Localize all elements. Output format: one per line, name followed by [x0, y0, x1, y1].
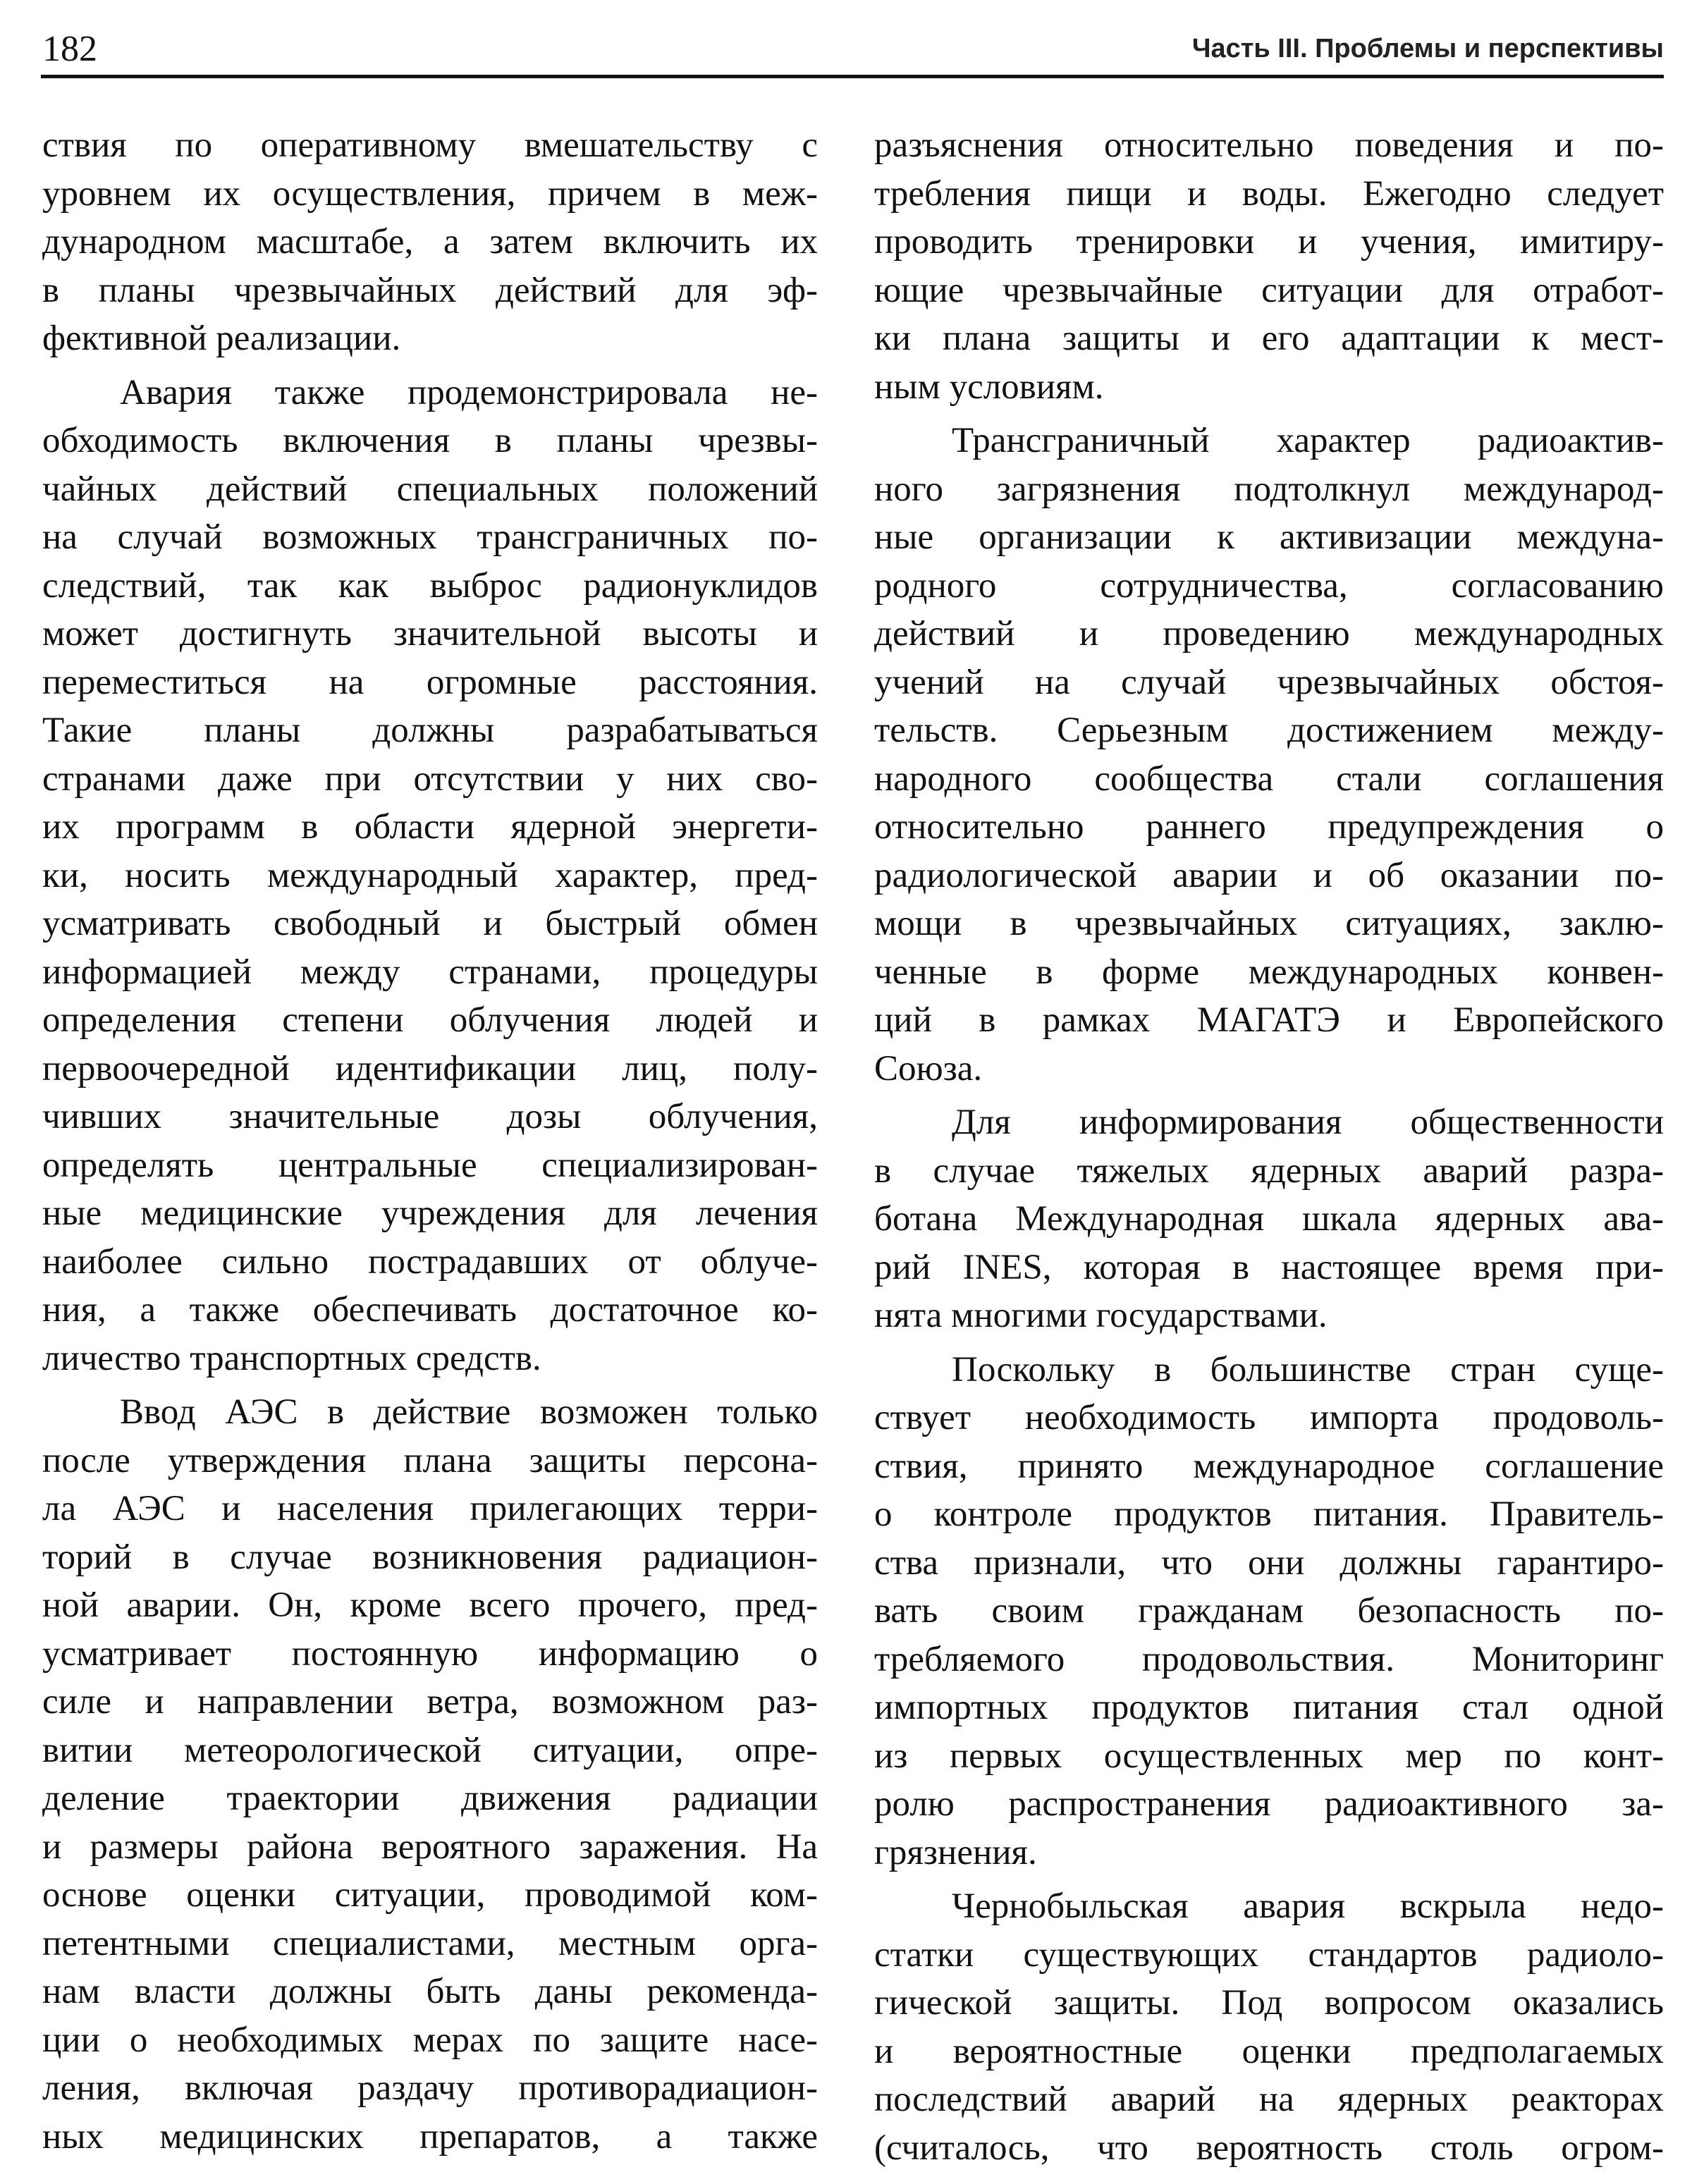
text-line: ки плана защиты и его адаптации к мест- — [874, 319, 1664, 358]
paragraph — [874, 417, 1664, 1093]
text-line: нята многими государствами. — [874, 1296, 1328, 1335]
text-line: усматривать свободный и быстрый обмен — [42, 904, 818, 943]
text-line: ствует необходимость импорта продоволь- — [874, 1398, 1664, 1437]
text-line: относительно раннего предупреждения о — [874, 807, 1664, 847]
text-line: чивших значительные дозы облучения, — [42, 1097, 818, 1136]
text-line: ствия по оперативному вмешательству с — [42, 125, 818, 165]
text-line: и размеры района вероятного заражения. На — [42, 1827, 818, 1867]
text-line: ния, а также обеспечивать достаточное ко- — [42, 1290, 818, 1330]
text-line: мощи в чрезвычайных ситуациях, заклю- — [874, 904, 1664, 943]
text-line: следствий, так как выброс радионуклидов — [42, 565, 818, 606]
text-line: Союза. — [874, 1048, 983, 1088]
text-line: в случае тяжелых ядерных аварий разра- — [874, 1151, 1664, 1191]
text-line: гической защиты. Под вопросом оказались — [874, 1983, 1664, 2023]
text-line: деление траектории движения радиации — [42, 1779, 818, 1818]
text-line: ления, включая раздачу противорадиацион- — [42, 2068, 818, 2108]
text-line: народного сообщества стали соглашения — [874, 759, 1664, 799]
text-line: статки существующих стандартов радиоло- — [874, 1934, 1664, 1975]
text-line: рий INES, которая в настоящее время при- — [874, 1247, 1664, 1287]
text-line: ющие чрезвычайные ситуации для отработ- — [874, 270, 1664, 310]
text-line: требляемого продовольствия. Мониторинг — [874, 1639, 1664, 1679]
text-line: витии метеорологической ситуации, опре- — [42, 1730, 818, 1770]
text-line: радиологической аварии и об оказании по- — [874, 855, 1664, 895]
text-line: фективной реализации. — [42, 319, 401, 358]
text-line: вать своим гражданам безопасность по- — [874, 1591, 1664, 1631]
text-line: ролю распространения радиоактивного за- — [874, 1784, 1664, 1824]
text-line: переместиться на огромные расстояния. — [42, 662, 818, 702]
text-line: Чернобыльская авария вскрыла недо- — [952, 1887, 1664, 1926]
text-line: (считалось, что вероятность столь огром- — [874, 2128, 1664, 2168]
text-line: после утверждения плана защиты персона- — [42, 1440, 818, 1480]
text-line: нам власти должны быть даны рекоменда- — [42, 1972, 818, 2011]
text-line: ствия, принято международное соглашение — [874, 1446, 1664, 1486]
text-line: Ввод АЭС в действие возможен только — [120, 1392, 818, 1432]
text-column-left — [42, 121, 818, 2161]
text-line: чайных действий специальных положений — [42, 469, 818, 509]
text-line: ки, носить международный характер, пред- — [42, 855, 818, 895]
text-line: родного сотрудничества, согласованию — [874, 565, 1664, 606]
text-line: усматривает постоянную информацию о — [42, 1633, 818, 1674]
paragraph — [42, 121, 818, 363]
text-line: определения степени облучения людей и — [42, 1000, 818, 1040]
paragraph — [874, 1098, 1664, 1340]
text-column-right — [874, 121, 1664, 2172]
text-line: Такие планы должны разрабатываться — [42, 711, 818, 750]
text-line: действий и проведению международных — [874, 614, 1664, 654]
text-line: личество транспортных средств. — [42, 1338, 541, 1378]
text-line: ции о необходимых мерах по защите насе- — [42, 2020, 818, 2060]
text-line: их программ в области ядерной энергети- — [42, 807, 818, 847]
text-line: ной аварии. Он, кроме всего прочего, пред- — [42, 1585, 818, 1625]
text-line: тельств. Серьезным достижением между- — [874, 711, 1664, 750]
text-line: ные организации к активизации междуна- — [874, 517, 1664, 557]
text-line: Трансграничный характер радиоактив- — [952, 421, 1664, 460]
text-line: обходимость включения в планы чрезвы- — [42, 421, 818, 460]
text-line: на случай возможных трансграничных по- — [42, 517, 818, 557]
text-line: информацией между странами, процедуры — [42, 952, 818, 992]
text-line: силе и направлении ветра, возможном раз- — [42, 1682, 818, 1722]
paragraph — [874, 1346, 1664, 1877]
text-line: о контроле продуктов питания. Правитель- — [874, 1495, 1664, 1534]
text-line: в планы чрезвычайных действий для эф- — [42, 270, 818, 310]
text-line: петентными специалистами, местным орга- — [42, 1923, 818, 1963]
text-line: может достигнуть значительной высоты и — [42, 614, 818, 654]
text-line: ботана Международная шкала ядерных ава- — [874, 1199, 1664, 1239]
text-line: последствий аварий на ядерных реакторах — [874, 2080, 1664, 2119]
text-line: первоочередной идентификации лиц, полу- — [42, 1048, 818, 1088]
text-line: ные медицинские учреждения для лечения — [42, 1194, 818, 1233]
text-line: и вероятностные оценки предполагаемых — [874, 2031, 1664, 2071]
text-line: ных медицинских препаратов, а также — [42, 2116, 818, 2157]
text-line: ченные в форме международных конвен- — [874, 952, 1664, 992]
text-line: уровнем их осуществления, причем в меж- — [42, 173, 818, 214]
text-line: ства признали, что они должны гарантиро- — [874, 1542, 1664, 1583]
header-rule — [41, 75, 1664, 78]
running-title: Часть III. Проблемы и перспективы — [1191, 34, 1664, 63]
text-line: из первых осуществленных мер по конт- — [874, 1736, 1664, 1776]
paragraph — [874, 1882, 1664, 2172]
text-line: определять центральные специализирован- — [42, 1145, 818, 1185]
text-line: учений на случай чрезвычайных обстоя- — [874, 662, 1664, 702]
text-line: дународном масштабе, а затем включить их — [42, 222, 818, 262]
text-line: грязнения. — [874, 1832, 1037, 1872]
text-line: Для информирования общественности — [952, 1103, 1664, 1142]
text-line: ла АЭС и населения прилегающих терри- — [42, 1489, 818, 1528]
paragraph — [42, 369, 818, 1383]
paragraph — [874, 121, 1664, 411]
paragraph — [42, 1388, 818, 2161]
text-line: ций в рамках МАГАТЭ и Европейского — [874, 1000, 1664, 1040]
text-line: Поскольку в большинстве стран суще- — [952, 1349, 1664, 1389]
text-line: проводить тренировки и учения, имитиру- — [874, 222, 1664, 262]
text-line: разъяснения относительно поведения и по- — [874, 125, 1664, 165]
text-line: основе оценки ситуации, проводимой ком- — [42, 1875, 818, 1915]
text-line: торий в случае возникновения радиацион- — [42, 1537, 818, 1577]
page-number: 182 — [42, 29, 97, 69]
text-line: наиболее сильно пострадавших от облуче- — [42, 1241, 818, 1282]
text-line: ным условиям. — [874, 367, 1104, 407]
text-line: Авария также продемонстрировала не- — [120, 372, 818, 412]
text-line: импортных продуктов питания стал одной — [874, 1688, 1664, 1727]
text-line: ного загрязнения подтолкнул международ- — [874, 469, 1664, 509]
text-line: странами даже при отсутствии у них сво- — [42, 759, 818, 799]
text-line: требления пищи и воды. Ежегодно следует — [874, 173, 1664, 214]
